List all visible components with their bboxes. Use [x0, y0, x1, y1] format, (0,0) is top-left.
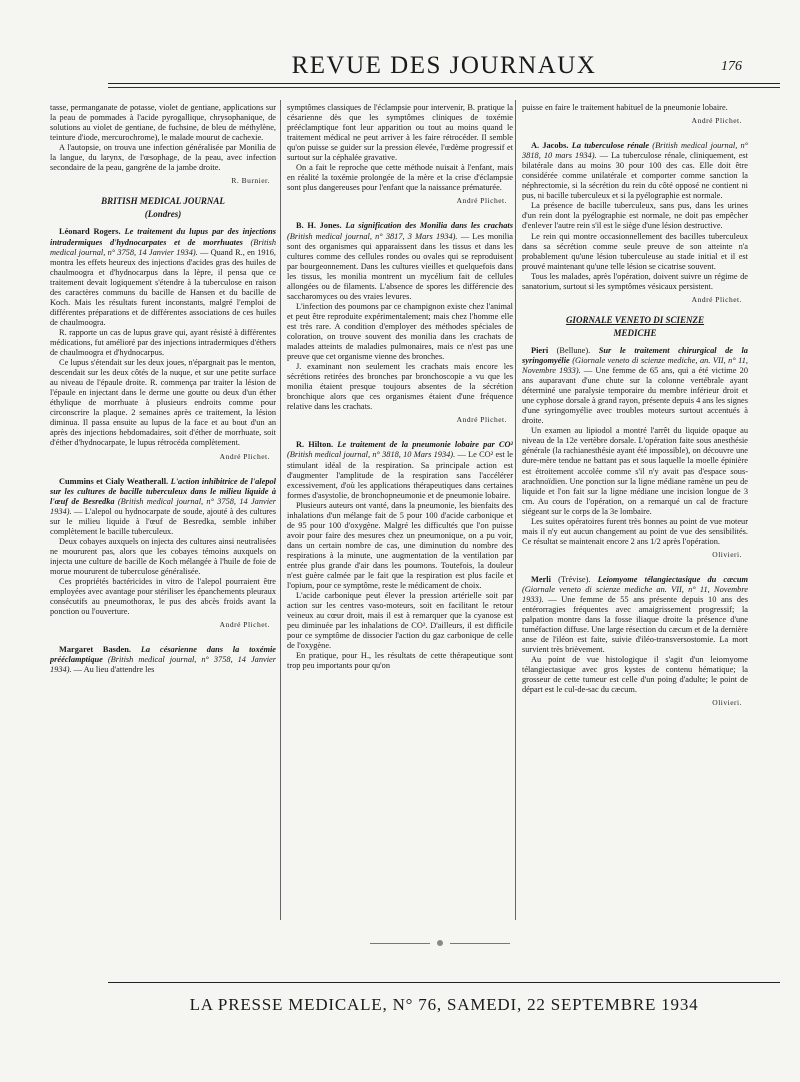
- signature: R. Burnier.: [231, 176, 270, 186]
- article-abstract: [522, 575, 748, 655]
- article-source: (British medical journal, n° 3818, 10 mars 1934).: [522, 141, 748, 161]
- signature: Olivieri.: [712, 698, 742, 708]
- paragraph: L'acide carbonique peut élever la pression artérielle soit par action sur les centres vaso-moteurs, soit en facilitant le retour veineux au cœur droit, mais il est à remarquer que la cyanose est peu diminuée par les inhalations de CO². D'ailleurs, il est difficile pour ce symptôme de dissocier l'action du gaz carbonique de celle de l'oxygène.: [287, 591, 513, 651]
- paragraph: Ce lupus s'étendait sur les deux joues, n'épargnait pas le menton, descendait sur les deux côtés de la nuque, et sur une petite surface au niveau de l'épaule droite. R. commença par traiter la lésion de l'épaule en injectant dans le derme une goutte ou deux d'un éther éthylique de morrhuate à plusieurs endroits comme pour circonscrire la plaque. 2 semaines après ce traitement, la lésion diminua. Il passa ensuite au lupus de la face et au bout d'un an après des injections hebdomadaires, soit d'éther de morrhuate, soit d'éther d'hydnocarpate, le lupus rétrocéda complètement.: [50, 358, 276, 448]
- article-abstract: [287, 221, 513, 301]
- signature: André Plichet.: [456, 196, 507, 206]
- paragraph: tasse, permanganate de potasse, violet de gentiane, applications sur la peau de pommades à l'acide pyrogallique, chrysophanique, de solutions au violet de gentiane, de fuchsine, de bleu de méthylène, teinture d'iode, mercurochrome), le malade mourut de cachexie.: [50, 103, 276, 143]
- article-title: Sur le traitement chirurgical de la syringomyélie: [522, 345, 748, 365]
- article-abstract: [50, 477, 276, 537]
- article-source: (Giornale veneto di scienze mediche, an. VII, n° 11, Novembre 1933).: [522, 355, 748, 376]
- article-title: La tuberculose rénale: [571, 141, 650, 151]
- footer-rule: [108, 982, 780, 983]
- journal-heading: BRITISH MEDICAL JOURNAL: [101, 196, 225, 207]
- article-title: Le traitement de la pneumonie lobaire par CO²: [337, 440, 513, 450]
- article-author: A. Jacobs.: [531, 141, 569, 151]
- page-footer: LA PRESSE MEDICALE, N° 76, SAMEDI, 22 SEPTEMBRE 1934: [189, 995, 699, 1014]
- paragraph: symptômes classiques de l'éclampsie pour intervenir, B. pratique la césarienne dès que les symptômes cliniques de toxémie prééclamptique font leur apparition ou tout au moins quand le traitement médical ne peut arriver à les faire rétrocéder. Il semble qu'on puisse se guider sur la pression élevée, l'œdème progressif et surtout sur la céphalée gravative.: [287, 103, 513, 163]
- article-author: Margaret Basden.: [59, 645, 131, 655]
- paragraph: En pratique, pour H., les résultats de cette thérapeutique sont trop peu importants pour qu'on: [287, 651, 513, 671]
- paragraph: R. rapporte un cas de lupus grave qui, ayant résisté à différentes médications, fut amélioré par des injections intradermiques d'éthers de chaulmoogra et d'hydnocarpus.: [50, 327, 276, 358]
- column-3: [522, 103, 748, 918]
- paragraph: A l'autopsie, on trouva une infection généralisée par Monilia de la langue, du larynx, de l'œsophage, de la peau, avec infection secondaire de la peau, gangrène de la jambe droite.: [50, 143, 276, 173]
- article-abstract: [50, 227, 276, 327]
- signature: André Plichet.: [456, 415, 507, 425]
- article-text: — Le CO² est le stimulant idéal de la respiration. Sa principale action est d'augmenter l'amplitude de la respiration sans l'accélérer excessivement, d'où les applications thérapeutiques dans certaines formes d'asystolie, de bronchopneumonie et de pneumonie lobaire.: [287, 450, 513, 500]
- article-text: — Quand R., en 1916, montra les effets heureux des injections d'acides gras des huiles de chaulmoogra et d'hydnocarpus dans la lèpre, il pensa que ce traitement devait logiquement s'étendre à la tuberculose en raison des caractères communs du bacille de Hansen et du bacille de Koch. Mais les résultats furent inconstants, malgré l'emploi de différentes préparations et de différentes associations de ces huiles de chaulmoogra.: [50, 247, 276, 327]
- article-author: Léonard Rogers.: [59, 227, 121, 237]
- article-title: L'action inhibitrice de l'alepol sur les cultures de bacille tuberculeux dans le milieu liquide à l'œuf de Besredka: [50, 476, 276, 506]
- article-abstract: [522, 141, 748, 201]
- paragraph: Plusieurs auteurs ont vanté, dans la pneumonie, les bienfaits des inhalations d'un mélange fait de 5 pour 100 d'acide carbonique et de 95 pour 100 d'oxygène. Malgré les difficultés que l'on puisse avoir pour faire des mesures chez un pneumonique, on a pu voir, dans un certain nombre de cas, une diminution du nombre des respirations à la minute, une augmentation de la ventilation par entrée plus grande d'air dans les poumons. Toutefois, la douleur n'est guère calmée par le fait que la respiration est plus facile et l'opium, pour ce symptôme, reste le médicament de choix.: [287, 500, 513, 591]
- article-text: — Les monilia sont des organismes qui apparaissent dans les tissus et dans les cultures comme des cellules rondes ou ovales qui se reproduisent par bourgeonnement. Dans les cultures vieilles et quelquefois dans les tissus, les monilia montrent un mycélium fait de cellules allongées ou de filaments. L'absence de spores les différencie des saccharomyces ou des vraies levures.: [287, 231, 513, 301]
- article-source: (British medical journal, n° 3758, 14 Janvier 1934).: [50, 237, 276, 257]
- header-rule-top: [108, 83, 780, 84]
- signature: André Plichet.: [691, 116, 742, 126]
- article-abstract: [287, 440, 513, 500]
- article-author-city: (Trévise).: [558, 574, 591, 584]
- article-abstract: [522, 346, 748, 426]
- signature: André Plichet.: [219, 451, 270, 461]
- article-author: B. H. Jones.: [296, 221, 342, 231]
- paragraph: On a fait le reproche que cette méthode nuisait à l'enfant, mais en réalité la toxémie prolongée de la mère et la crise d'éclampsie sont plus dangereuses pour l'enfant que la naissance prématurée.: [287, 163, 513, 193]
- column-1: [50, 103, 276, 918]
- page-header-title: REVUE DES JOURNAUX: [291, 52, 597, 79]
- paragraph: Le rein qui montre occasionnellement des bacilles tuberculeux dans sa sécrétion comme seule preuve de son atteinte n'a probablement qu'une lésion tuberculeuse au stade initial et il est prouvé maintenant qu'une telle lésion se cicatrise souvent.: [522, 231, 748, 271]
- paragraph: Tous les malades, après l'opération, doivent suivre un régime de sanatorium, surtout si les symptômes vésicaux persistent.: [522, 271, 748, 291]
- ornament-line-left: [370, 943, 430, 944]
- paragraph: Ces propriétés bactéricides in vitro de l'alepol pourraient être employées avec avantage pour stériliser les épanchements pleuraux consécutifs au pneumothorax, le pus des abcès froids avant la ponction ou l'ouverture.: [50, 577, 276, 617]
- column-separator-1: [280, 100, 281, 920]
- paragraph: Les suites opératoires furent très bonnes au point de vue moteur mais il n'y eut aucun changement au point de vue des sensibilités. Ce résultat se maintenait encore 2 ans 1/2 après l'opération.: [522, 516, 748, 546]
- article-abstract: [50, 645, 276, 675]
- page-number: 176: [721, 59, 742, 74]
- ornament-line-right: [450, 943, 510, 944]
- article-title: La césarienne dans la toxémie prééclamptique: [50, 645, 276, 665]
- paragraph: La présence de bacille tuberculeux, sans pus, dans les urines d'un rein dont la pyélographie est normale, ne doit pas empêcher d'enlever l'autre rein s'il est le siège d'une lésion destructive.: [522, 201, 748, 231]
- signature: Olivieri.: [712, 549, 742, 559]
- column-2: [287, 103, 513, 918]
- article-source: (British medical journal, n° 3758, 14 Janvier 1934).: [50, 655, 276, 675]
- article-text: — Une femme de 55 ans présente depuis 10 ans des entérorragies fréquentes avec amaigrissement progressif; la palpation montre dans la fosse iliaque droite la présence d'une tuméfaction diffuse. Une large résection du cæcum et de la dernière anse de l'iléon est faite, suivie d'iléo-transversostomie. La mort survient très brièvement.: [522, 595, 748, 655]
- article-text: — Une femme de 65 ans, qui a été victime 20 ans auparavant d'une chute sur la colonne vertébrale ayant déterminé une paralysie temporaire du membre inférieur droit et une cyphose dorsale à grand rayon, présente depuis 4 ans les signes d'une syringomyélie avec troubles moteurs surtout accentués à droite.: [522, 366, 748, 426]
- paragraph: Au point de vue histologique il s'agit d'un leiomyome télangiectasique avec gros kystes de contenu hématique; la grosseur de cette tumeur est celle d'un poing d'adulte; le point de départ est le cul-de-sac du cæcum.: [522, 655, 748, 695]
- article-text: — L'alepol ou hydnocarpate de soude, ajouté à des cultures sur le milieu liquide à l'œuf de Besredka, semble inhiber complètement le bacille tuberculeux.: [50, 506, 276, 536]
- paragraph: Deux cobayes auxquels on injecta des cultures ainsi neutralisées ne moururent pas, alors que les cobayes témoins auxquels on injecta une culture de bacille de Koch mélangée à l'huile de foie de morue moururent de tuberculose généralisée.: [50, 536, 276, 576]
- article-source: (British medical journal, n° 3817, 3 Mars 1934).: [287, 231, 458, 241]
- article-author: Cummins et Cialy Weatherall.: [59, 476, 169, 486]
- article-source: (Giornale veneto di scienze mediche an. VII, n° 11, Novembre 1933).: [522, 584, 748, 605]
- paragraph: Un examen au lipiodol a montré l'arrêt du liquide opaque au niveau de la 12e vertèbre dorsale. L'opération faite sous anesthésie générale (la rachianesthésie ayant été impossible), on découvre une dure-mère tendue ne battant pas et sous laquelle la moelle épinière est étroitement accolée comme s'il n'y avait pas d'espace sous-arachnoïdien. Une ponction sur la ligne médiane ramène un peu de liquide et l'on fait sur la ligne médiane une incision longue de 3 cm. Au cours de l'opération, on a remarqué un cal de fracture siégeant sur le corps de la 3e lombaire.: [522, 426, 748, 516]
- paragraph: puisse en faire le traitement habituel de la pneumonie lobaire.: [522, 103, 728, 112]
- header-rule-bottom: [108, 87, 780, 88]
- article-author: Pieri: [531, 345, 549, 355]
- article-author: R. Hilton.: [296, 440, 334, 450]
- article-text: — La tuberculose rénale, cliniquement, est bilatérale dans au moins 30 pour 100 des cas. Elle doit être considérée comme unilatérale et comporter comme sanction la néphrectomie, si la sécrétion du rein du côté opposé ne contient ni pus, ni bacille tuberculeux et si la pyélographie est normale.: [522, 151, 748, 201]
- column-separator-2: [515, 100, 516, 920]
- article-title: La signification des Monilia dans les crachats: [345, 221, 513, 231]
- paragraph: L'infection des poumons par ce champignon existe chez l'animal et peut être reproduite expérimentalement; mais chez l'homme elle est très rare. A condition d'employer des méthodes spéciales de coloration, on trouve souvent des monilia dans les crachats de malades atteints de maladies pulmonaires, mais ce n'est pas une preuve que cet organisme vienne des bronches.: [287, 301, 513, 362]
- article-text: — Au lieu d'attendre les: [73, 665, 155, 675]
- paragraph: J. examinant non seulement les crachats mais encore les sécrétions retirées des bronches par bronchoscopie a vu que les monilia étaient presque toujours absentes de la sécrétion bronchique alors que ces organismes étaient d'une fréquence relative dans les crachats.: [287, 362, 513, 412]
- journal-heading: GIORNALE VENETO DI SCIENZE: [565, 314, 705, 325]
- signature: André Plichet.: [219, 620, 270, 630]
- article-author-city: (Bellune).: [556, 345, 591, 355]
- article-source: (British medical journal, n° 3758, 14 Janvier 1934).: [50, 496, 276, 516]
- ornament-dot: [437, 940, 443, 946]
- article-title: Leiomyome télangiectasique du cæcum: [597, 574, 748, 584]
- signature: André Plichet.: [691, 294, 742, 304]
- journal-city: (Londres): [144, 209, 182, 220]
- article-source: (British medical journal, n° 3818, 10 Mars 1934).: [287, 450, 456, 460]
- article-author: Merli: [531, 574, 551, 584]
- journal-city: MEDICHE: [613, 327, 657, 338]
- article-title: Le traitement du lupus par des injections intradermiques d'hydnocarpates et de morrhuates: [50, 227, 276, 247]
